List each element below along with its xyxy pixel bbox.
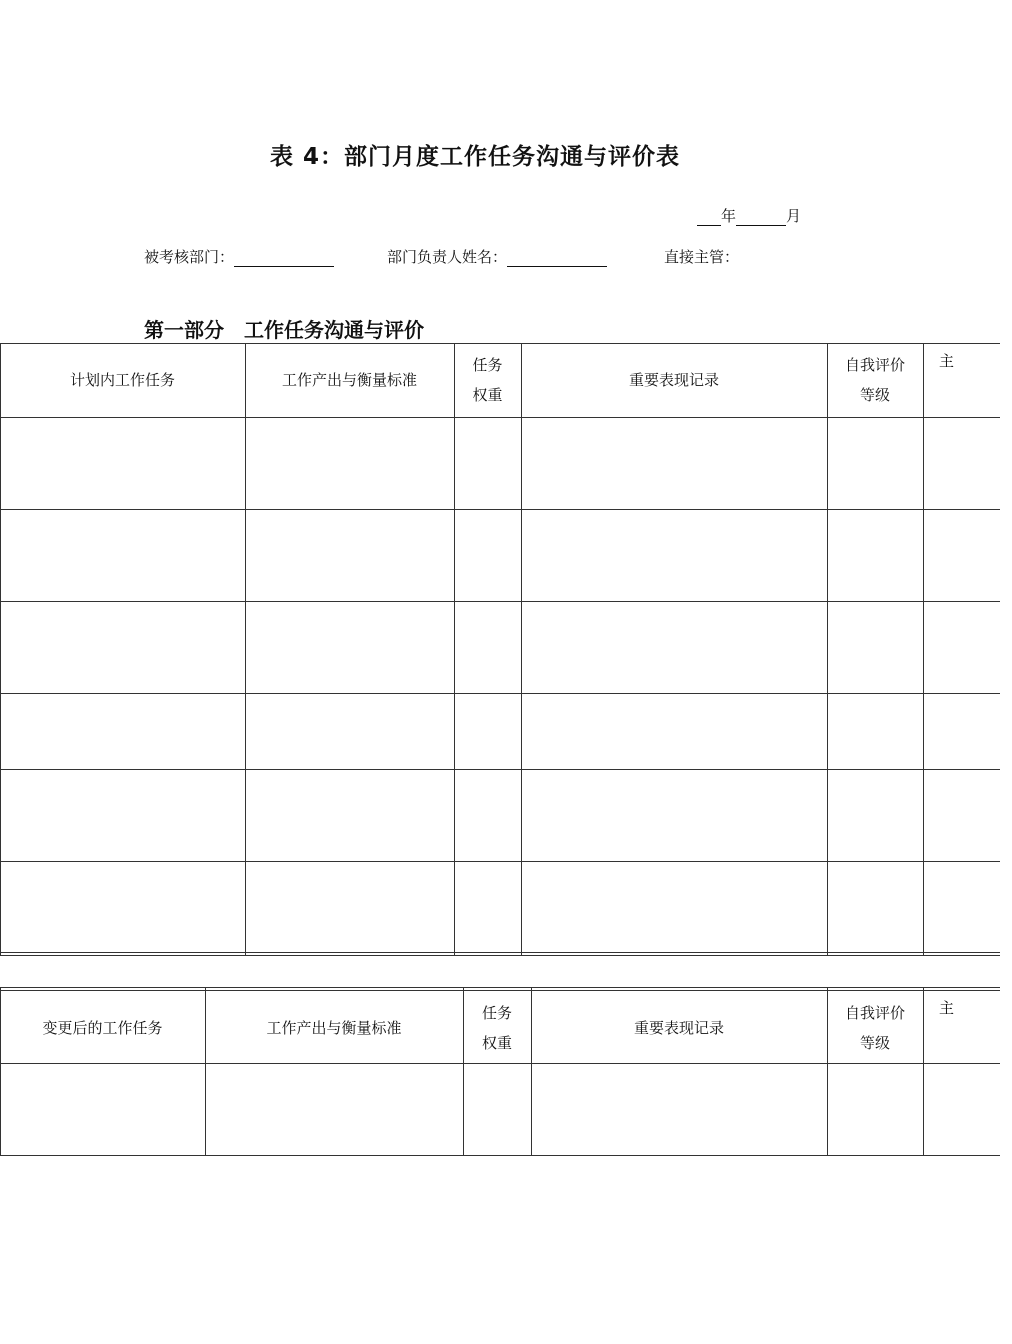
header-cell: 重要表现记录	[633, 1019, 724, 1037]
table-cell[interactable]	[455, 602, 520, 692]
table-cell[interactable]	[924, 1064, 999, 1154]
header-cell: 任务 权重	[472, 356, 503, 404]
task-table-changed	[0, 987, 1000, 1156]
year-suffix: 年	[721, 207, 737, 225]
table-cell[interactable]	[1, 770, 244, 860]
table-cell[interactable]	[828, 418, 922, 508]
table-cell[interactable]	[522, 418, 826, 508]
page-title: 表 4：部门月度工作任务沟通与评价表	[269, 144, 680, 170]
table-cell[interactable]	[522, 510, 826, 600]
table-cell[interactable]	[924, 694, 999, 768]
header-cell: 计划内工作任务	[69, 371, 175, 389]
table-cell[interactable]	[522, 862, 826, 951]
header-cell: 自我评价 等级	[844, 1004, 905, 1052]
table-cell[interactable]	[455, 418, 520, 508]
table-cell[interactable]	[246, 418, 453, 508]
dept-field	[144, 246, 334, 267]
table-cell[interactable]	[455, 770, 520, 860]
table-cell[interactable]	[246, 510, 453, 600]
table-cell[interactable]	[246, 770, 453, 860]
header-cell: 主	[939, 999, 955, 1017]
table-cell[interactable]	[924, 770, 999, 860]
table-cell[interactable]	[924, 602, 999, 692]
header-cell: 工作产出与衡量标准	[266, 1019, 402, 1037]
table-cell[interactable]	[246, 602, 453, 692]
date-line	[697, 205, 801, 226]
table-cell[interactable]	[1, 694, 244, 768]
table-cell[interactable]	[828, 862, 922, 951]
table-cell[interactable]	[828, 694, 922, 768]
head-label: 部门负责人姓名：	[387, 248, 508, 266]
table-cell[interactable]	[924, 862, 999, 951]
table-cell[interactable]	[924, 418, 999, 508]
row-divider	[0, 955, 1000, 956]
table-cell[interactable]	[1, 602, 244, 692]
table-cell[interactable]	[455, 510, 520, 600]
row-divider	[0, 952, 1000, 953]
table-cell[interactable]	[828, 510, 922, 600]
table-cell[interactable]	[924, 510, 999, 600]
table-cell[interactable]	[828, 602, 922, 692]
table-cell[interactable]	[1, 862, 244, 951]
table-cell[interactable]	[828, 770, 922, 860]
supervisor-label: 直接主管：	[664, 248, 740, 266]
table-cell[interactable]	[1, 418, 244, 508]
table-cell[interactable]	[522, 694, 826, 768]
table-cell[interactable]	[522, 770, 826, 860]
table-cell[interactable]	[522, 602, 826, 692]
table-cell[interactable]	[828, 1064, 922, 1154]
header-cell: 重要表现记录	[628, 371, 719, 389]
header-cell: 变更后的工作任务	[42, 1019, 163, 1037]
head-blank[interactable]	[507, 250, 607, 267]
row-divider	[0, 1155, 1000, 1156]
dept-label: 被考核部门：	[144, 248, 235, 266]
header-cell: 任务 权重	[481, 1004, 512, 1052]
table-cell[interactable]	[455, 862, 520, 951]
supervisor-field	[664, 246, 739, 267]
section-title: 第一部分 工作任务沟通与评价	[144, 318, 424, 342]
month-suffix: 月	[786, 207, 802, 225]
year-blank[interactable]	[697, 209, 721, 226]
table-cell[interactable]	[532, 1064, 826, 1154]
table-cell[interactable]	[246, 862, 453, 951]
table-cell[interactable]	[246, 694, 453, 768]
table-cell[interactable]	[206, 1064, 462, 1154]
head-field	[387, 246, 607, 267]
header-cell: 自我评价 等级	[844, 356, 905, 404]
table-cell[interactable]	[455, 694, 520, 768]
table-cell[interactable]	[1, 510, 244, 600]
table-cell[interactable]	[464, 1064, 530, 1154]
table-cell[interactable]	[1, 1064, 204, 1154]
header-cell: 主	[939, 352, 955, 370]
header-cell: 工作产出与衡量标准	[281, 371, 417, 389]
dept-blank[interactable]	[234, 250, 334, 267]
month-blank[interactable]	[736, 209, 786, 226]
row-divider	[0, 987, 1000, 988]
task-table-planned	[0, 343, 1000, 955]
